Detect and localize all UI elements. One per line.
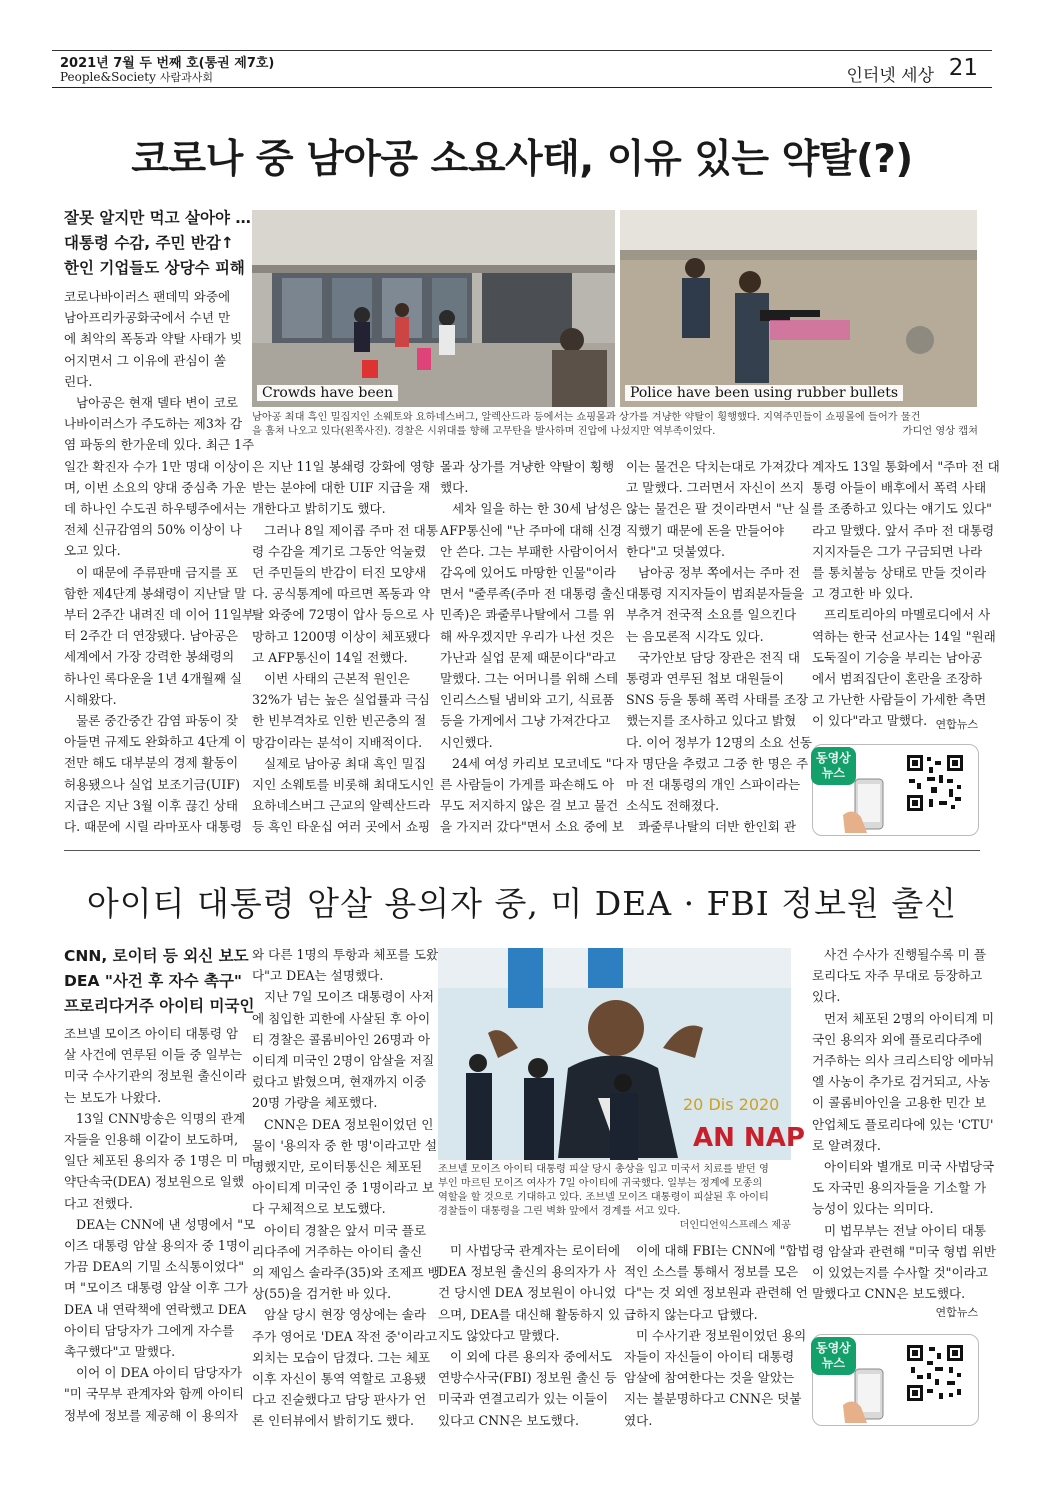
body-text-line: 촉구했다"고 말했다. xyxy=(64,1344,176,1360)
body-text-line: 론 인터뷰에서 밝히기도 했다. xyxy=(252,1413,414,1429)
page-number: 21 xyxy=(948,55,978,81)
body-text-line: 아이티계 미국인 중 1명이라고 보 xyxy=(252,1180,435,1196)
subheadline-line: 프로리다거주 아이티 미국인 xyxy=(64,997,255,1015)
body-text-line: 던 주민들의 반감이 터진 모양새 xyxy=(252,565,427,581)
body-text-line: 국인 용의자 외에 플로리다주에 xyxy=(812,1031,983,1047)
body-text-line: 미 수사기관 정보원이었던 용의 xyxy=(636,1327,807,1343)
body-text-line: 으며, DEA를 대신해 활동하지 있 xyxy=(438,1306,621,1322)
body-text-line: 시인했다. xyxy=(440,734,493,750)
caption-credit: 더인디언익스프레스 제공 xyxy=(679,1220,791,1231)
body-text-line: 직했기 때문에 돈을 만들어야 xyxy=(626,522,784,538)
publication-name-en: People&Society xyxy=(60,70,156,84)
body-text-line: 말했다고 CNN은 보도했다. xyxy=(812,1286,966,1302)
body-text-line: 이는 물건은 닥치는대로 가져갔다 xyxy=(626,459,809,474)
body-text-line: 그러나 8일 제이콥 주마 전 대통 xyxy=(264,522,439,538)
caption-credit: 가디언 영상 캡쳐 xyxy=(902,426,978,437)
body-text-line: 에서 범죄집단이 혼란을 조장하 xyxy=(812,671,983,687)
body-text-line: 며 "모이즈 대통령 암살 이후 그가 xyxy=(64,1280,248,1296)
body-text-line: 티 경찰은 콜롬비아인 26명과 아 xyxy=(252,1031,431,1047)
body-text-line: 아이티 담당자가 그에게 자수를 xyxy=(64,1322,235,1338)
section-name: 인터넷 세상 xyxy=(846,66,934,86)
body-text-line: 안업체도 플로리다에 있는 'CTU' xyxy=(812,1116,994,1132)
body-text-line: 사건 수사가 진행될수록 미 플 xyxy=(824,947,986,962)
body-text-line: 염 파동의 한가운데 있다. 최근 1주 xyxy=(64,437,255,453)
body-text-line: 전만 해도 대부분의 경제 활동이 xyxy=(64,755,239,771)
qr-code-icon xyxy=(905,753,965,813)
body-text-line: 민족)은 콰줄루나탈에서 그를 위 xyxy=(440,607,616,623)
caption-line: 경찰들이 대통령을 그린 벽화 앞에서 경계를 서고 있다. xyxy=(438,1206,681,1217)
body-text-line: 조브넬 모이즈 아이티 대통령 암 xyxy=(64,1026,239,1041)
body-text-line: 않는 물건은 팔 것이라면서 "난 실 xyxy=(626,501,810,517)
smartphone-icon xyxy=(841,1365,901,1423)
caption-line: 조브넬 모이즈 아이티 대통령 피살 당시 총상을 입고 미국서 치료를 받던 영 xyxy=(438,1164,769,1175)
body-text-line: 망하고 1200명 이상이 체포됐다 xyxy=(252,628,430,644)
body-text-line: "미 국무부 관계자와 함께 아이티 xyxy=(64,1386,244,1402)
qr-code-icon xyxy=(905,1343,965,1403)
subheadline-line: 한인 기업들도 상당수 피해 xyxy=(64,259,245,277)
body-text-line: CNN은 DEA 정보원이었던 인 xyxy=(264,1116,434,1132)
body-text-line: 가끔 DEA의 기밀 소식통이었다" xyxy=(64,1259,245,1275)
photo-subtitle-right: Police have been using rubber bullets xyxy=(625,385,903,401)
body-text-line: 급하지 않는다고 답했다. xyxy=(624,1306,758,1322)
body-text-line: 했는지를 조사하고 있다고 밝혔 xyxy=(626,713,797,729)
body-text-line: 마 전 대통령의 개인 스파이라는 xyxy=(626,777,801,793)
body-text-line: 20명 가량을 체포했다. xyxy=(252,1095,378,1111)
header-bottom-rule xyxy=(52,87,992,88)
body-text-line: 의 제임스 솔라주(35)와 조제프 뱅 xyxy=(252,1265,440,1281)
body-text-line: 개한다고 밝히기도 했다. xyxy=(252,501,386,517)
photo-subtitle-left: Crowds have been xyxy=(257,385,398,401)
body-text-line: 일간 확진자 수가 1만 명대 이상이 xyxy=(64,458,251,474)
caption-line: 을 훔쳐 나오고 있다(왼쪽사진). 경찰은 시위대를 향해 고무탄을 발사하며 진압에 나섰지만 역부족이었다. xyxy=(252,426,716,437)
police-photo xyxy=(620,210,977,407)
body-text-line: 부추겨 전국적 소요를 일으킨다 xyxy=(626,607,797,623)
body-text-line: 콰줄루나탈의 더반 한인회 관 xyxy=(638,819,796,835)
article2-subheadline xyxy=(64,944,254,1019)
body-text-line: SNS 등을 통해 폭력 사태를 조장 xyxy=(626,692,809,708)
body-text-line: 허용됐으나 실업 보조기금(UIF) xyxy=(64,776,240,792)
body-text-line: 몰과 상가를 겨냥한 약탈이 횡행 xyxy=(440,459,615,474)
body-text-line: 한다"고 덧붙였다. xyxy=(626,543,725,559)
body-text-line: 하나인 록다운을 1년 4개월째 실 xyxy=(64,670,243,686)
body-text-line: 남아공 정부 쪽에서는 주마 전 xyxy=(638,565,800,581)
body-text-line: 통령 아들이 배후에서 폭력 사태 xyxy=(812,480,987,496)
publication-name xyxy=(60,69,213,85)
body-text-line: 아들면 규제도 완화하고 4단계 이 xyxy=(64,734,247,750)
article2-video-qr-box[interactable] xyxy=(812,1334,979,1426)
body-text-line: 가난과 실업 문제 때문이다"라고 xyxy=(440,649,616,665)
body-text-line: 지도 않았다고 말했다. xyxy=(438,1327,560,1343)
body-text-line: 오고 있다. xyxy=(64,543,121,559)
body-text-line: 능성이 있다는 의미다. xyxy=(812,1201,934,1217)
body-text-line: 했다. xyxy=(440,480,469,496)
body-text-line: 미국 수사기관의 정보원 출신이라 xyxy=(64,1068,247,1084)
subheadline-line: DEA "사건 후 자수 촉구" xyxy=(64,972,242,990)
article2-photo-caption xyxy=(438,1163,791,1233)
body-text-line: 미 사법당국 관계자는 로이터에 xyxy=(450,1243,621,1258)
body-text-line: 인리스스틸 냄비와 고기, 식료품 xyxy=(440,692,615,708)
body-text-line: 세계에서 가장 강력한 봉쇄령의 xyxy=(64,649,235,665)
article2-column-4 xyxy=(624,1240,810,1431)
body-text-line: DEA 정보원 출신의 용의자가 사 xyxy=(438,1264,617,1280)
body-text-line: 있다. xyxy=(812,989,841,1005)
body-text-line: 이후 자신이 통역 역할로 고용됐 xyxy=(252,1371,427,1387)
body-text-line: 지는 불분명하다고 CNN은 덧붙 xyxy=(624,1391,802,1407)
body-text-line: 소식도 전해졌다. xyxy=(626,798,720,814)
body-text-line: 다. 공식통계에 따르면 폭동과 약 xyxy=(252,586,431,602)
subheadline-line: 대통령 수감, 주민 반감↑ xyxy=(64,234,234,252)
article-divider xyxy=(64,850,980,851)
haiti-mural-photo xyxy=(438,948,805,1160)
body-text-line: 엘 사농이 추가로 검거되고, 사농 xyxy=(812,1074,991,1090)
body-text-line: 지지자들은 그가 구금되면 나라 xyxy=(812,543,983,559)
article1-photo-caption xyxy=(252,411,978,439)
body-text-line: 로 알려졌다. xyxy=(812,1137,881,1153)
body-text-line: 해 싸우겠지만 우리가 나선 것은 xyxy=(440,628,615,644)
article1-subheadline xyxy=(64,206,251,281)
body-text-line: 을 가지러 갔다"면서 소요 중에 보 xyxy=(440,819,624,835)
caption-line-wrap xyxy=(252,425,978,439)
body-text-line: 있다고 CNN은 보도했다. xyxy=(438,1412,580,1428)
body-text-line: 이 있다"라고 말했다. xyxy=(812,713,928,729)
body-text-line: 다고 전했다. xyxy=(64,1195,133,1211)
body-text-line: 이어 이 DEA 아이티 담당자가 xyxy=(76,1365,243,1381)
body-text-line: 암살 당시 현장 영상에는 솔라 xyxy=(264,1307,426,1323)
body-text-line: 아이티와 별개로 미국 사법당국 xyxy=(824,1159,995,1175)
body-text-line: 미국과 연결고리가 있는 이들이 xyxy=(438,1391,609,1407)
body-text-line: 에 침입한 괴한에 사살된 후 아이 xyxy=(252,1010,431,1026)
article2-column-3 xyxy=(438,1240,621,1431)
body-text-line: 며, 이번 소요의 양대 중심축 가운 xyxy=(64,479,247,495)
article1-headline: 코로나 중 남아공 소요사태, 이유 있는 약탈(?) xyxy=(131,137,913,182)
body-text-line: 는 보도가 나왔다. xyxy=(64,1089,162,1105)
body-text-line: 적인 소스를 통해서 정보를 모은 xyxy=(624,1264,799,1280)
body-text-line: 32%가 넘는 높은 실업률과 극심 xyxy=(252,692,430,708)
body-text-line: 부터 2주간 내려진 데 이어 11일부 xyxy=(64,607,255,623)
body-text-line: 이티계 미국인 2명이 암살을 저질 xyxy=(252,1053,435,1069)
body-text-line: 대통령 지지자들이 범죄분자들을 xyxy=(626,586,805,602)
body-text-line: 를 조종하고 있다는 얘기도 있다" xyxy=(812,501,992,517)
body-text-line: 다고 진술했다고 담당 판사가 언 xyxy=(252,1392,427,1408)
body-text-line: 등을 가게에서 그냥 가져간다고 xyxy=(440,713,611,729)
subheadline-line: CNN, 로이터 등 외신 보도 xyxy=(64,947,249,965)
body-text-line: 은 지난 11일 봉쇄령 강화에 영향 xyxy=(252,459,435,474)
body-text-line: 안 쓴다. 그는 부패한 사람이어서 xyxy=(440,543,619,559)
body-text-line: 24세 여성 카리보 모코네도 "다 xyxy=(452,755,624,771)
body-text-line: 고 경고한 바 있다. xyxy=(812,586,914,602)
body-text-line: 이에 대해 FBI는 CNN에 "합법 xyxy=(636,1243,810,1258)
body-text-line: 라고 말했다. 앞서 주마 전 대통령 xyxy=(812,522,995,538)
body-text-line: 고 가난한 사람들이 가세한 측면 xyxy=(812,692,987,708)
caption-line: 남아공 최대 흑인 밀집지인 소웨토와 요하네스버그, 알렉산드라 등에서는 쇼핑몰과 상가를 겨냥한 약탈이 횡행했다. 지역주민들이 쇼핑몰에 들어가 물건 xyxy=(252,412,921,423)
body-text-line: 데 하나인 수도권 하우텡주에서는 xyxy=(64,501,247,517)
body-text-line: DEA 내 연락책에 연락했고 DEA xyxy=(64,1301,247,1317)
body-text-line: 자 명단을 추렸고 그중 한 명은 주 xyxy=(626,755,809,771)
article1-column-1 xyxy=(64,286,255,837)
body-text-line: AFP통신에 "난 주마에 대해 신경 xyxy=(440,522,622,538)
subheadline-line: 잘못 알지만 먹고 살아야 … xyxy=(64,209,251,227)
body-text-line: 물이 '용의자 중 한 명'이라고만 설 xyxy=(252,1137,438,1153)
body-text-line: 물론 중간중간 감염 파동이 잦 xyxy=(76,713,238,729)
body-text-line: 함한 제4단계 봉쇄령이 지난달 말 xyxy=(64,585,247,601)
body-text-line: 살 사건에 연루된 이들 중 일부는 xyxy=(64,1047,243,1063)
body-text-line: 탈 와중에 72명이 압사 등으로 사 xyxy=(252,607,435,623)
body-text-line: 이 있었는지를 수사할 것"이라고 xyxy=(812,1265,988,1281)
body-text-line: 역하는 한국 선교사는 14일 "원래 xyxy=(812,628,996,644)
body-text-line: 실제로 남아공 최대 흑인 밀집 xyxy=(264,755,426,771)
article1-column-2 xyxy=(252,456,439,838)
body-text-line: 남아프리카공화국에서 수년 만 xyxy=(64,310,231,326)
header-top-rule xyxy=(52,50,992,51)
body-text-line: 세차 일을 하는 한 30세 남성은 xyxy=(452,501,622,517)
body-text-line: 어지면서 그 이유에 관심이 쏠 xyxy=(64,352,226,368)
body-text-line: 에 최악의 폭동과 약탈 사태가 빚 xyxy=(64,331,243,347)
body-text-line: 남아공은 현재 델타 변이 코로 xyxy=(76,395,238,411)
body-text-line: 자들이 자신들이 아이티 대통령 xyxy=(624,1349,795,1365)
body-text-line: 먼저 체포된 2명의 아이티계 미 xyxy=(824,1010,995,1026)
body-text-line: 받는 분야에 대한 UIF 지급을 재 xyxy=(252,480,431,496)
article1-video-qr-box[interactable] xyxy=(812,744,979,836)
body-text-line: 지급은 지난 3월 이후 끊긴 상태 xyxy=(64,797,239,813)
body-text-line: 른 사람들이 가게를 파손해도 아 xyxy=(440,777,615,793)
body-text-line: 를 통치불능 상태로 만들 것이라 xyxy=(812,565,987,581)
body-text-line: 다. 이어 정부가 12명의 소요 선동 xyxy=(626,734,813,750)
caption-line: 부인 마르틴 모이즈 여사가 7일 아이티에 귀국했다. 일부는 정계에 모종의 xyxy=(438,1178,763,1189)
body-text-line: 이즈 대통령 암살 용의자 중 1명이 xyxy=(64,1238,251,1254)
article1-signature: 연합뉴스 xyxy=(935,718,978,731)
body-text-line: 거주하는 의사 크리스티앙 에마뉘 xyxy=(812,1053,995,1069)
caption-line: 역할을 할 것으로 기대하고 있다. 조브넬 모이즈 대통령이 피살된 후 아이티 xyxy=(438,1192,769,1203)
body-text-line: 시해왔다. xyxy=(64,691,117,707)
badge-line: 동영상 xyxy=(816,1341,851,1355)
body-text-line: 렀다고 밝혔으며, 현재까지 이중 xyxy=(252,1074,427,1090)
body-text-line: 나바이러스가 주도하는 제3차 감 xyxy=(64,416,243,432)
body-text-line: 이번 사태의 근본적 원인은 xyxy=(264,671,410,687)
body-text-line: 국가안보 담당 장관은 전직 대 xyxy=(638,649,800,665)
issue-info: 2021년 7월 두 번째 호(통권 제7호) xyxy=(60,56,275,71)
body-text-line: 말했다. 그는 어머니를 위해 스테 xyxy=(440,671,619,687)
body-text-line: 감옥에 있어도 마땅한 인물"이라 xyxy=(440,565,616,581)
article2-signature: 연합뉴스 xyxy=(935,1306,978,1319)
looting-photo xyxy=(252,210,615,407)
body-text-line: 미 법무부는 전날 아이티 대통 xyxy=(824,1222,986,1238)
body-text-line: 상(55)을 검거한 바 있다. xyxy=(252,1286,392,1302)
body-text-line: 도둑질이 기승을 부리는 남아공 xyxy=(812,649,983,665)
body-text-line: 건 당시엔 DEA 정보원이 아니었 xyxy=(438,1285,617,1301)
body-text-line: 무도 저지하지 않은 걸 보고 물건 xyxy=(440,798,619,814)
looting-scene-image xyxy=(252,210,615,407)
body-text-line: 이 외에 다른 용의자 중에서도 xyxy=(450,1349,612,1365)
body-text-line: 자들을 인용해 이같이 보도하며, xyxy=(64,1132,239,1148)
mural-sign-text: AN NAP xyxy=(693,1123,805,1153)
body-text-line: 다"고 DEA는 설명했다. xyxy=(252,968,384,984)
body-text-line: 령 암살과 관련해 "미국 형법 위반 xyxy=(812,1243,996,1259)
body-text-line: 연방수사국(FBI) 정보원 출신 등 xyxy=(438,1370,617,1386)
badge-line: 동영상 xyxy=(816,751,851,765)
body-text-line: 암살에 참여한다는 것을 알았는 xyxy=(624,1370,795,1386)
body-text-line: 다"는 것 외엔 정보원과 관련해 언 xyxy=(624,1285,808,1301)
article2-column-2 xyxy=(252,944,440,1432)
body-text-line: 지난 7일 모이즈 대통령이 사저 xyxy=(264,989,435,1005)
body-text-line: 아이티 경찰은 앞서 미국 플로 xyxy=(264,1222,426,1238)
body-text-line: 린다. xyxy=(64,373,93,389)
body-text-line: 였다. xyxy=(624,1412,653,1428)
badge-line: 뉴스 xyxy=(821,1356,845,1370)
haiti-mural-image xyxy=(438,948,805,1160)
article1-column-4 xyxy=(626,456,813,838)
body-text-line: 일단 체포된 용의자 중 1명은 미 마 xyxy=(64,1153,255,1169)
body-text-line: 령 수감을 계기로 그동안 억눌렸 xyxy=(252,543,427,559)
article1-column-3 xyxy=(440,456,625,838)
body-text-line: 계자도 13일 통화에서 "주마 전 대 xyxy=(812,459,1000,474)
body-text-line: 정부에 정보를 제공해 이 용의자 xyxy=(64,1407,239,1423)
publication-name-kr: 사람과사회 xyxy=(159,71,214,84)
body-text-line: 전체 신규감염의 50% 이상이 나 xyxy=(64,522,242,538)
body-text-line: 로리다도 자주 무대로 등장하고 xyxy=(812,968,983,984)
body-text-line: 다 구체적으로 보도했다. xyxy=(252,1201,386,1217)
body-text-line: 면서 "줄루족(주마 전 대통령 출신 xyxy=(440,586,625,602)
body-text-line: 이 콜롬비아인을 고용한 민간 보 xyxy=(812,1095,987,1111)
body-text-line: 등 흑인 타운십 여러 곳에서 쇼핑 xyxy=(252,819,431,835)
body-text-line: 주가 영어로 'DEA 작전 중'이라고 xyxy=(252,1328,438,1344)
body-text-line: 이 때문에 주류판매 금지를 포 xyxy=(76,564,238,580)
body-text-line: 명했지만, 로이터통신은 체포된 xyxy=(252,1159,423,1175)
badge-line: 뉴스 xyxy=(821,766,845,780)
police-scene-image xyxy=(620,210,977,407)
body-text-line: 도 자국민 용의자들을 기소할 가 xyxy=(812,1180,987,1196)
body-text-line: 다. 때문에 시릴 라마포사 대통령 xyxy=(64,819,243,835)
body-text-line: 한 빈부격차로 인한 빈곤층의 절 xyxy=(252,713,427,729)
body-text-line: 는 음모론적 시각도 있다. xyxy=(626,628,764,644)
body-text-line: 고 AFP통신이 14일 전했다. xyxy=(252,649,408,665)
article2-headline: 아이티 대통령 암살 용의자 중, 미 DEA · FBI 정보원 출신 xyxy=(86,884,958,923)
body-text-line: 고 말했다. 그러면서 자신이 쓰지 xyxy=(626,480,805,496)
body-text-line: 프리토리아의 마멜로디에서 사 xyxy=(824,607,991,623)
mural-date-text: 20 Dis 2020 xyxy=(683,1095,780,1114)
body-text-line: 외치는 모습이 담겼다. 그는 체포 xyxy=(252,1349,431,1365)
body-text-line: 약단속국(DEA) 정보원으로 일했 xyxy=(64,1174,245,1190)
smartphone-icon xyxy=(841,775,901,833)
body-text-line: 통령과 연루된 첩보 대원들이 xyxy=(626,671,784,687)
body-text-line: 요하네스버그 근교의 알렉산드라 xyxy=(252,798,431,814)
article2-column-5 xyxy=(812,944,996,1304)
body-text-line: 코로나바이러스 팬데믹 와중에 xyxy=(64,289,231,304)
article2-column-1 xyxy=(64,1023,256,1426)
body-text-line: 13일 CNN방송은 익명의 관계 xyxy=(76,1110,246,1126)
body-text-line: 터 2주간 더 연장됐다. 남아공은 xyxy=(64,628,239,644)
body-text-line: 와 다른 1명의 투항과 체포를 도왔 xyxy=(252,947,439,962)
body-text-line: 망감이라는 분석이 지배적이다. xyxy=(252,734,423,750)
body-text-line: 지인 소웨토를 비롯해 최대도시인 xyxy=(252,777,435,793)
body-text-line: DEA는 CNN에 낸 성명에서 "모 xyxy=(76,1216,256,1232)
article1-column-5 xyxy=(812,456,1000,732)
body-text-line: 리다주에 거주하는 아이티 출신 xyxy=(252,1243,423,1259)
